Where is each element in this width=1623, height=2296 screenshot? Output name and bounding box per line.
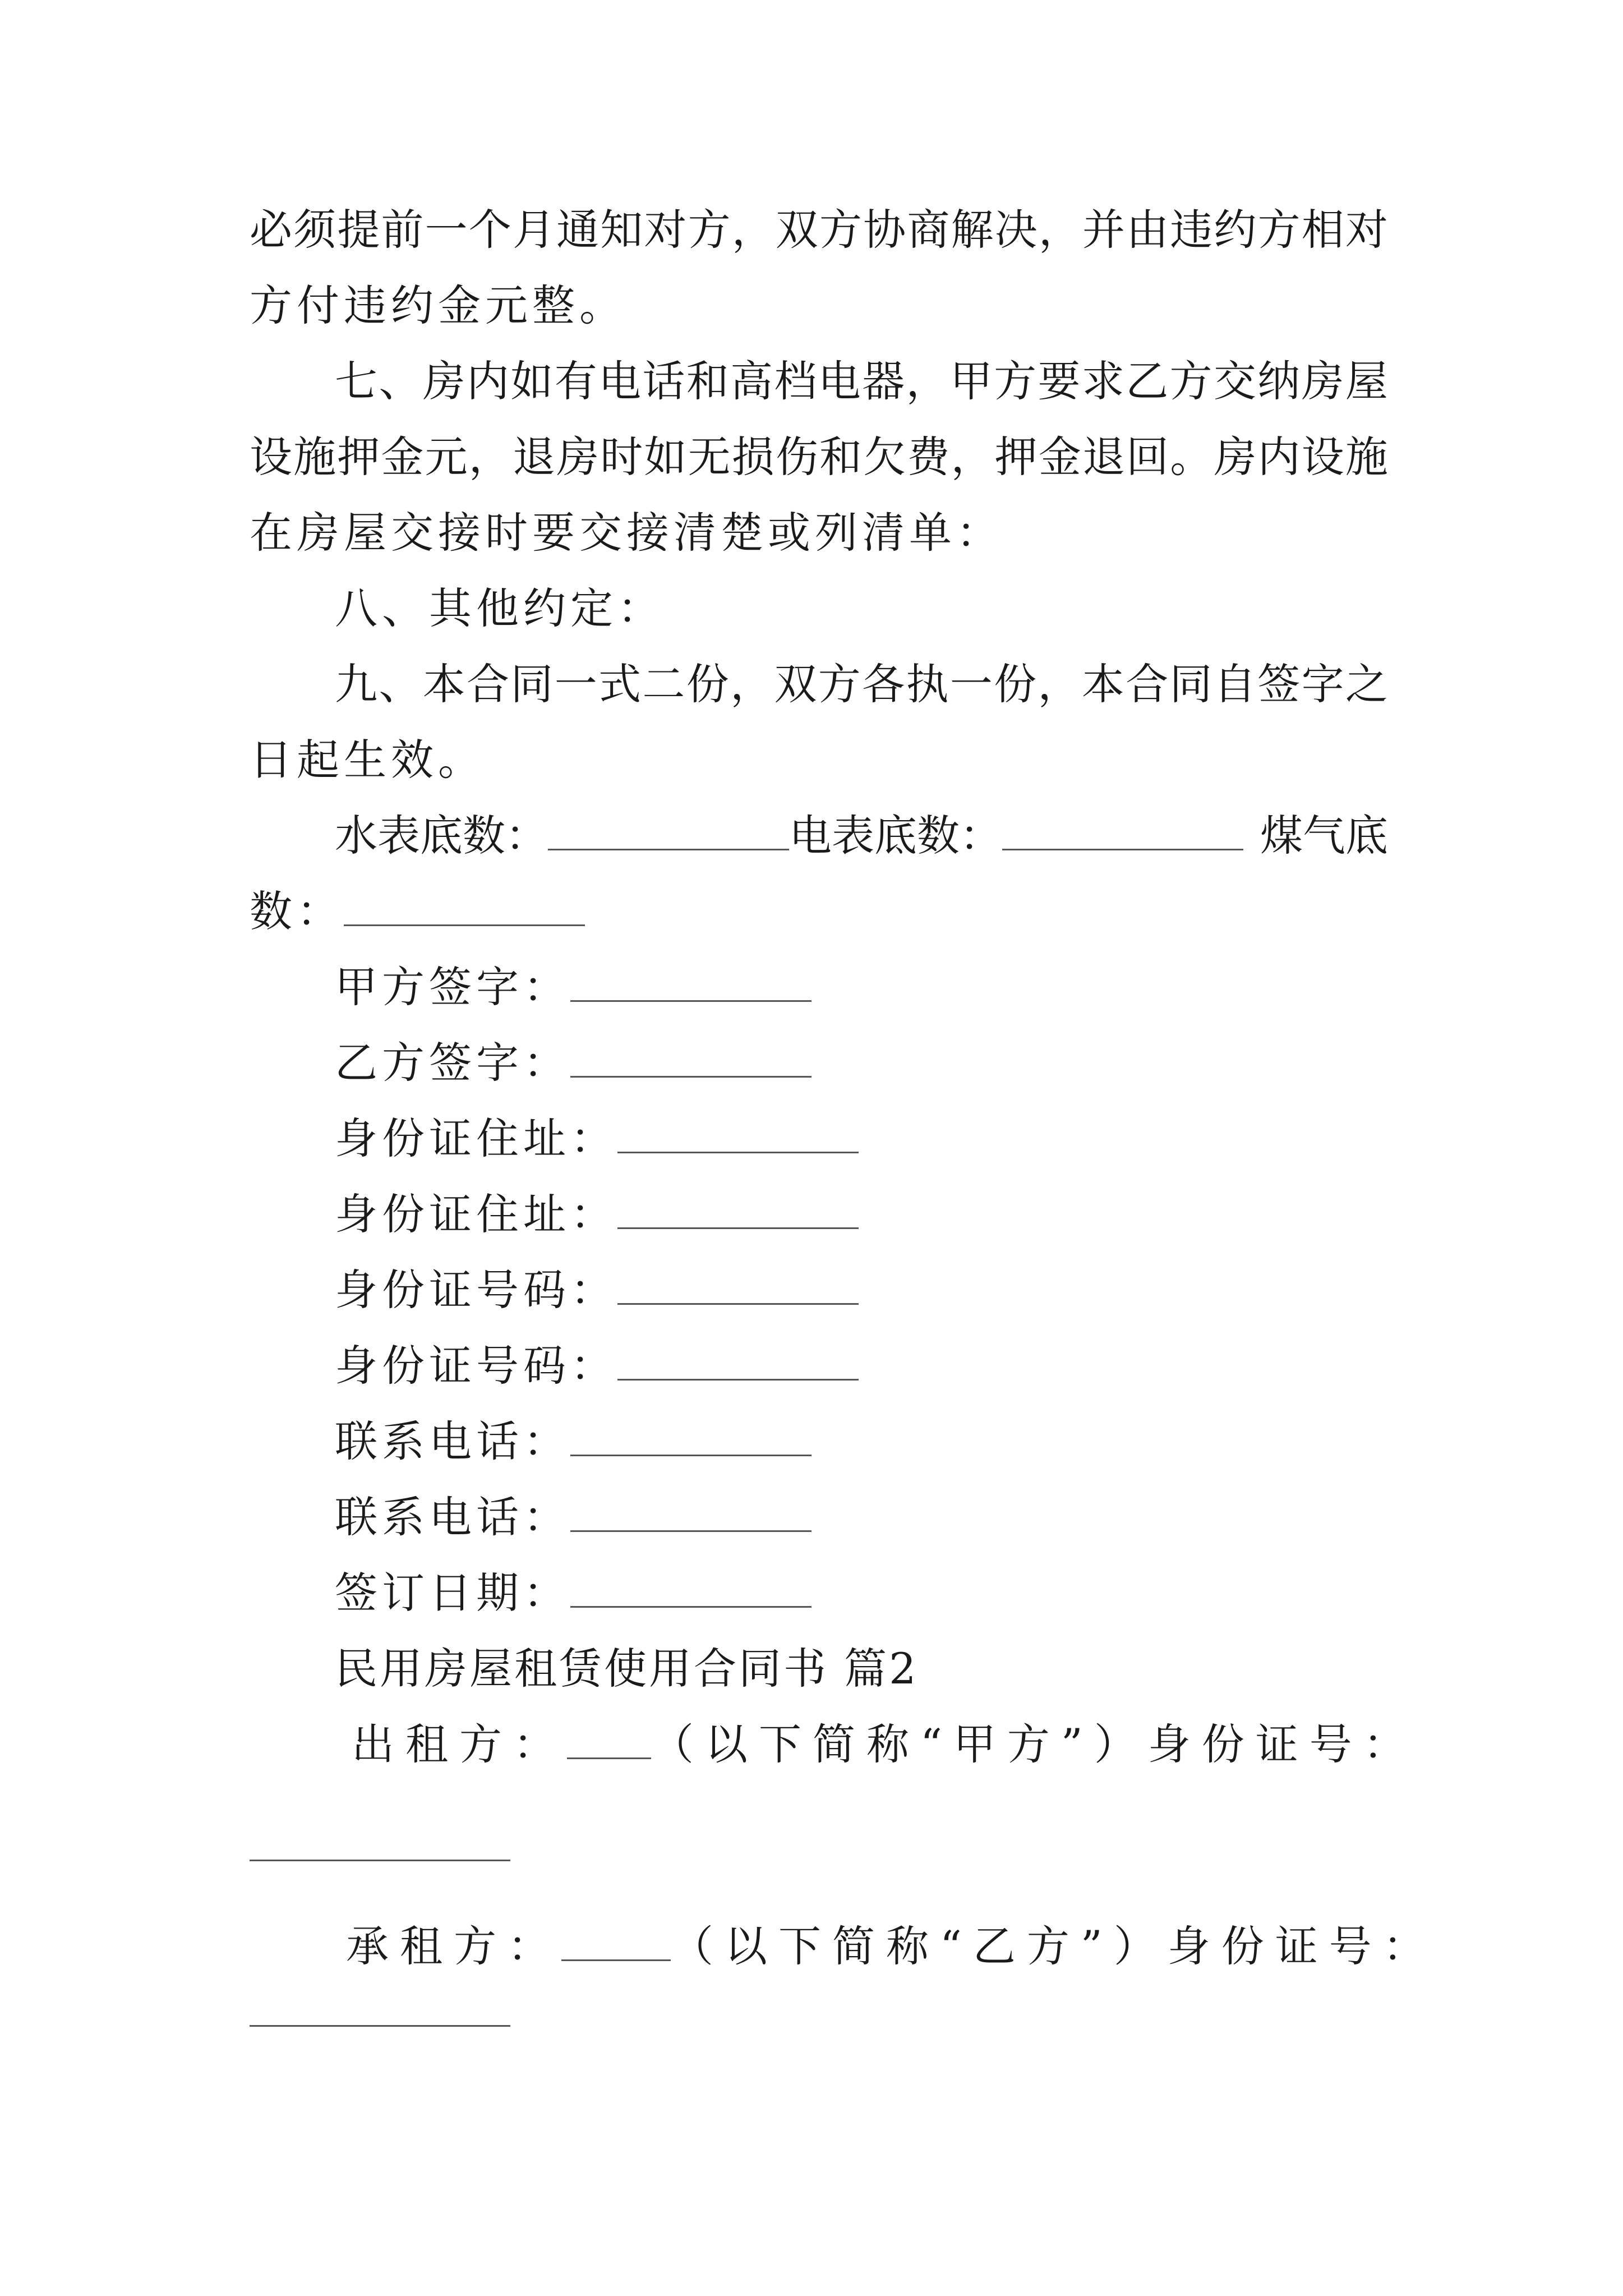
lessor-signature-label: 甲方签字： (335, 962, 570, 1012)
lessee-id-line (335, 1338, 859, 1394)
lessee-address-blank[interactable] (617, 1193, 859, 1229)
signing-date-label: 签订日期： (335, 1568, 570, 1618)
lessee-alias-text: （以下简称“乙方”）身份证号： (671, 1921, 1437, 1971)
clause-seven: 七 、 房 内 如 有 电 话 和 高 档 电 器 ， 甲 方 要 求 乙 方 交 纳 房 屋 (335, 356, 1388, 406)
lessee-phone-line (335, 1489, 811, 1545)
text-line: 日起生效。 (250, 735, 485, 785)
lessor-label: 出租方： (352, 1719, 567, 1769)
signing-date-blank[interactable] (570, 1571, 811, 1608)
lessor-address-line (335, 1111, 859, 1167)
gas-meter-blank[interactable] (344, 890, 585, 926)
lessor-id-line (335, 1262, 859, 1318)
lessor-id-blank[interactable] (617, 1268, 859, 1305)
lessee-phone-blank[interactable] (570, 1496, 811, 1532)
lessor-phone-blank[interactable] (570, 1420, 811, 1456)
lessor-party-line (335, 1717, 1417, 1773)
water-meter-blank[interactable] (548, 814, 789, 850)
lessor-address-blank[interactable] (617, 1117, 859, 1153)
text-line: 设 施 押 金 元 ， 退 房 时 如 无 损 伤 和 欠 费 ， 押 金 退 回 。 房 内 设 施 (250, 432, 1388, 482)
lessee-id-label: 身份证号码： (335, 1341, 617, 1391)
lessee-label: 承租方： (346, 1921, 561, 1971)
lessee-id-number-blank[interactable] (250, 2025, 510, 2027)
lessee-address-line (335, 1186, 859, 1243)
lessor-name-blank[interactable] (567, 1723, 651, 1759)
text-line: 必 须 提 前 一 个 月 通 知 对 方 ， 双 方 协 商 解 决 ， 并 由 违 约 方 相 对 (250, 205, 1388, 255)
gas-meter-label: 煤气底 (1260, 811, 1388, 861)
text-line: 方付违约金元整。 (250, 280, 626, 330)
lessor-signature-blank[interactable] (570, 965, 811, 1002)
clause-eight: 八、其他约定： (335, 583, 665, 633)
lessor-address-label: 身份证住址： (335, 1114, 617, 1163)
lessor-phone-line (335, 1414, 811, 1470)
electric-meter-label: 电表底数： (789, 811, 1002, 861)
lessor-id-number-blank[interactable] (250, 1860, 510, 1861)
lessee-id-blank[interactable] (617, 1344, 859, 1381)
lessee-signature-line (335, 1035, 811, 1091)
section-title: 民用房屋租赁使用合同书 篇2 (335, 1644, 919, 1694)
lessee-phone-label: 联系电话： (335, 1492, 570, 1542)
lessor-signature-line (335, 959, 811, 1015)
gas-meter-label-cont: 数： (250, 886, 344, 936)
lessor-id-label: 身份证号码： (335, 1265, 617, 1315)
lessee-signature-label: 乙方签字： (335, 1038, 570, 1088)
lessee-name-blank[interactable] (561, 1925, 671, 1961)
clause-nine: 九 、 本 合 同 一 式 二 份 ， 双 方 各 执 一 份 ， 本 合 同 自 签 字 之 (335, 659, 1388, 709)
text-line: 在房屋交接时要交接清楚或列清单： (250, 508, 1003, 558)
lessor-phone-label: 联系电话： (335, 1416, 570, 1466)
electric-meter-blank[interactable] (1002, 814, 1243, 850)
meter-readings-line (335, 808, 1388, 864)
lessee-party-line (335, 1918, 1437, 1975)
lessee-address-label: 身份证住址： (335, 1189, 617, 1239)
gas-meter-line (250, 884, 585, 940)
water-meter-label: 水表底数： (335, 811, 548, 861)
lessor-alias-text: （以下简称“甲方”）身份证号： (651, 1719, 1417, 1769)
lessee-signature-blank[interactable] (570, 1041, 811, 1078)
signing-date-line (335, 1565, 811, 1621)
